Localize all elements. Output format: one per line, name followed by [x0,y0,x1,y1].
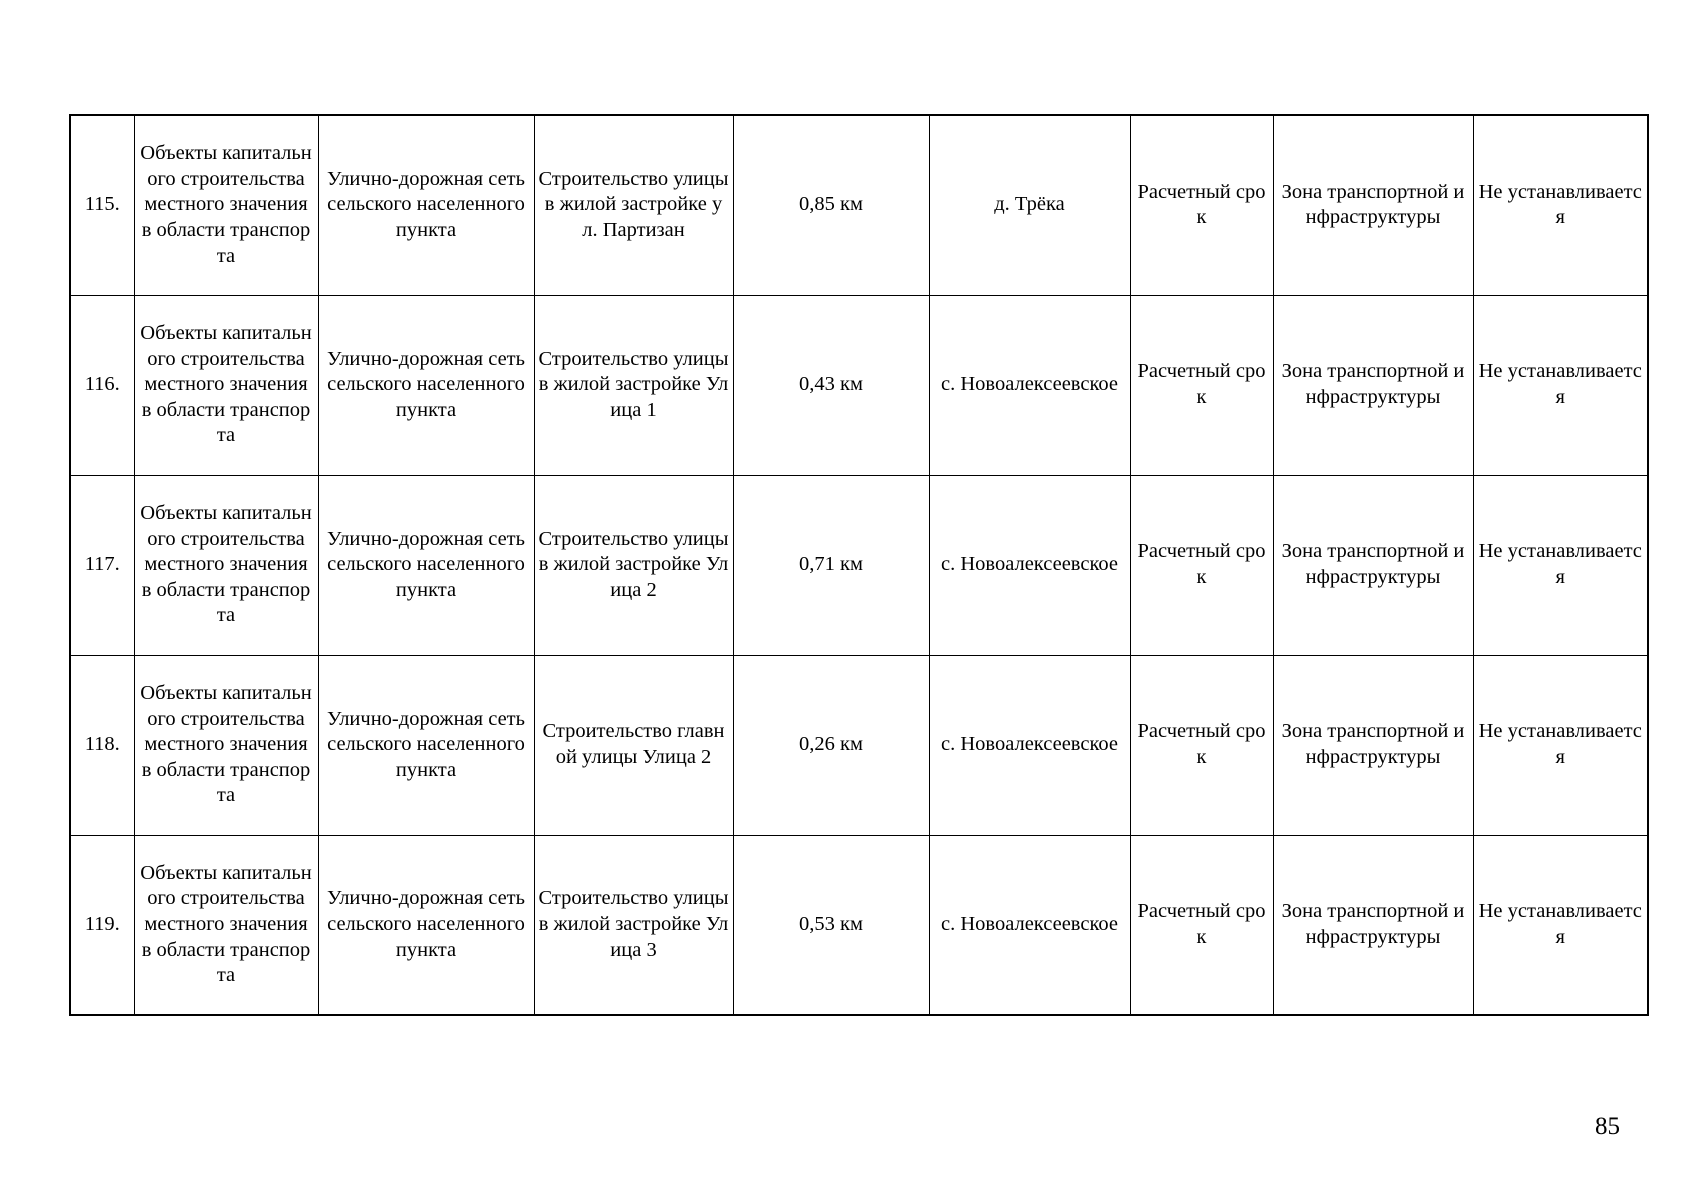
table-row [70,295,1648,475]
row-number: 116. [70,295,134,475]
objects-table [69,114,1649,1016]
object-length: 0,71 км [733,475,929,655]
object-term: Расчетный срок [1130,835,1273,1015]
object-zone: Зона транспортной инфраструктуры [1273,835,1473,1015]
object-length: 0,53 км [733,835,929,1015]
object-location: с. Новоалексеевское [929,475,1130,655]
object-location: с. Новоалексеевское [929,835,1130,1015]
object-status: Не устанавливается [1473,835,1648,1015]
object-category: Объекты капитального строительства местного значения в области транспорта [134,115,318,295]
object-zone: Зона транспортной инфраструктуры [1273,295,1473,475]
page-number: 85 [1595,1113,1620,1140]
table-row [70,655,1648,835]
object-location: д. Трёка [929,115,1130,295]
object-type: Улично-дорожная сеть сельского населенного пункта [318,115,534,295]
object-length: 0,85 км [733,115,929,295]
row-number: 118. [70,655,134,835]
table-body [70,115,1648,1015]
object-zone: Зона транспортной инфраструктуры [1273,475,1473,655]
object-description: Строительство улицы в жилой застройке Улица 3 [534,835,733,1015]
row-number: 115. [70,115,134,295]
object-type: Улично-дорожная сеть сельского населенного пункта [318,475,534,655]
row-number: 119. [70,835,134,1015]
object-status: Не устанавливается [1473,475,1648,655]
object-category: Объекты капитального строительства местного значения в области транспорта [134,655,318,835]
object-category: Объекты капитального строительства местного значения в области транспорта [134,835,318,1015]
object-description: Строительство главной улицы Улица 2 [534,655,733,835]
object-status: Не устанавливается [1473,115,1648,295]
object-type: Улично-дорожная сеть сельского населенного пункта [318,295,534,475]
object-length: 0,26 км [733,655,929,835]
object-description: Строительство улицы в жилой застройке ул. Партизан [534,115,733,295]
object-status: Не устанавливается [1473,295,1648,475]
object-location: с. Новоалексеевское [929,655,1130,835]
object-category: Объекты капитального строительства местного значения в области транспорта [134,295,318,475]
object-zone: Зона транспортной инфраструктуры [1273,115,1473,295]
table-row [70,475,1648,655]
object-status: Не устанавливается [1473,655,1648,835]
object-term: Расчетный срок [1130,475,1273,655]
row-number: 117. [70,475,134,655]
object-type: Улично-дорожная сеть сельского населенного пункта [318,655,534,835]
object-description: Строительство улицы в жилой застройке Улица 1 [534,295,733,475]
object-location: с. Новоалексеевское [929,295,1130,475]
object-type: Улично-дорожная сеть сельского населенного пункта [318,835,534,1015]
object-length: 0,43 км [733,295,929,475]
table-row [70,115,1648,295]
table-row [70,835,1648,1015]
object-zone: Зона транспортной инфраструктуры [1273,655,1473,835]
object-term: Расчетный срок [1130,655,1273,835]
object-description: Строительство улицы в жилой застройке Улица 2 [534,475,733,655]
object-category: Объекты капитального строительства местного значения в области транспорта [134,475,318,655]
object-term: Расчетный срок [1130,115,1273,295]
object-term: Расчетный срок [1130,295,1273,475]
